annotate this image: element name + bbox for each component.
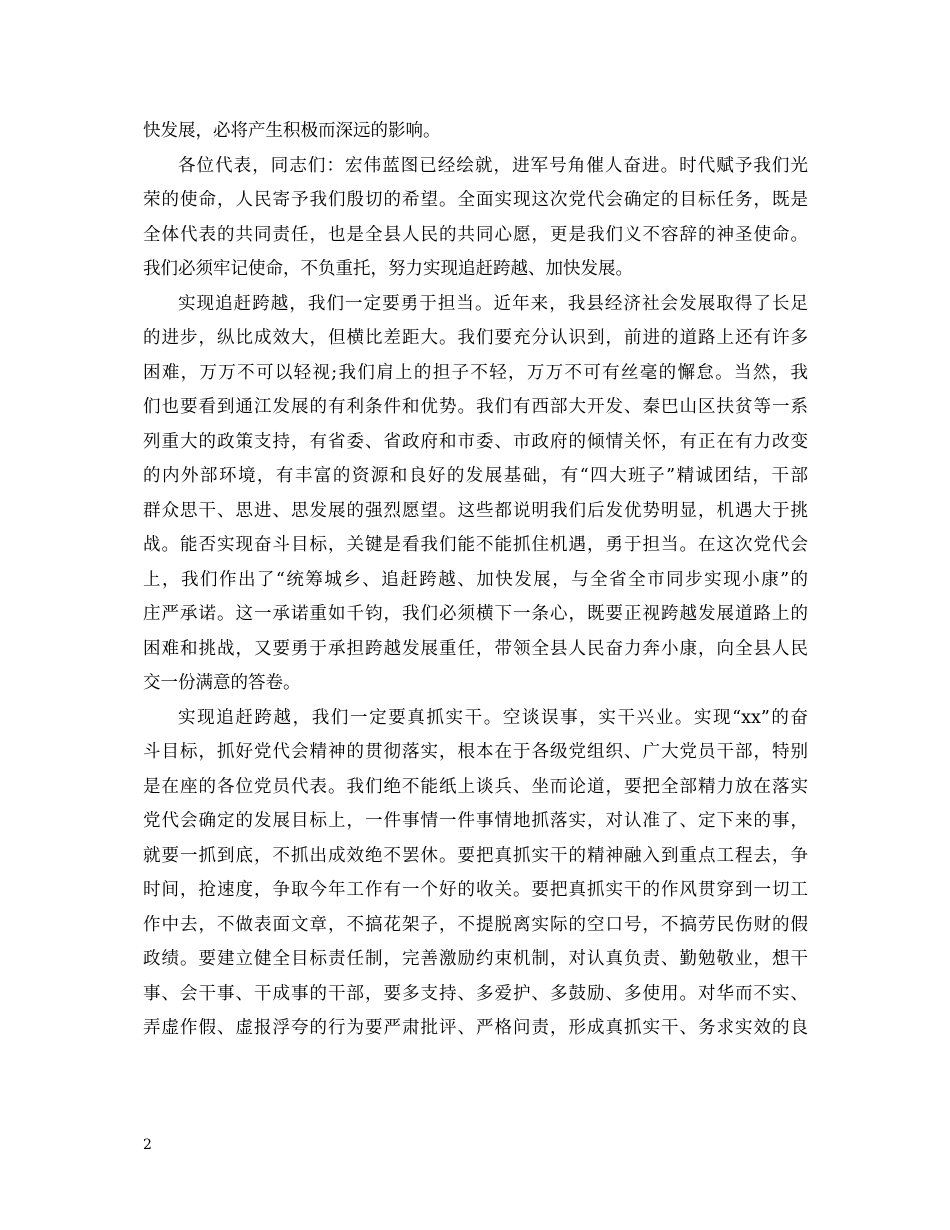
- text-line: 列重大的政策支持，有省委、省政府和市委、市政府的倾情关怀，有正在有力改变: [143, 431, 808, 452]
- text-line: 作中去，不做表面文章，不搞花架子，不提脱离实际的空口号，不搞劳民伤财的假: [143, 914, 808, 935]
- text-line: 实现追赶跨越，我们一定要真抓实干。空谈误事，实干兴业。实现“xx”的奋: [178, 707, 808, 728]
- page-number: 2: [143, 1137, 152, 1153]
- text-line: 时间，抢速度，争取今年工作有一个好的收关。要把真抓实干的作风贯穿到一切工: [143, 880, 808, 900]
- text-line: 是在座的各位党员代表。我们绝不能纸上谈兵、坐而论道，要把全部精力放在落实: [143, 776, 808, 797]
- text-line: 荣的使命，人民寄予我们殷切的希望。全面实现这次党代会确定的目标任务，既是: [143, 190, 808, 210]
- text-line: 的内外部环境，有丰富的资源和良好的发展基础，有“四大班子”精诚团结，干部: [143, 466, 808, 486]
- text-line: 战。能否实现奋斗目标，关键是看我们能不能抓住机遇，勇于担当。在这次党代会: [143, 535, 808, 555]
- text-line: 的进步，纵比成效大，但横比差距大。我们要充分认识到，前进的道路上还有许多: [143, 328, 808, 348]
- text-line: 全体代表的共同责任，也是全县人民的共同心愿，更是我们义不容辞的神圣使命。: [143, 224, 808, 245]
- text-line: 群众思干、思进、思发展的强烈愿望。这些都说明我们后发优势明显，机遇大于挑: [143, 500, 808, 521]
- text-line: 困难，万万不可以轻视;我们肩上的担子不轻，万万不可有丝毫的懈怠。当然，我: [143, 362, 808, 383]
- text-line: 困难和挑战，又要勇于承担跨越发展重任，带领全县人民奋力奔小康，向全县人民: [143, 638, 808, 659]
- text-line: 就要一抓到底，不抓出成效绝不罢休。要把真抓实干的精神融入到重点工程去，争: [143, 845, 808, 866]
- text-line: 庄严承诺。这一承诺重如千钧，我们必须横下一条心，既要正视跨越发展道路上的: [143, 604, 808, 624]
- text-line: 政绩。要建立健全目标责任制，完善激励约束机制，对认真负责、勤勉敬业，想干: [143, 949, 808, 969]
- text-line: 弄虚作假、虚报浮夸的行为要严肃批评、严格问责，形成真抓实干、务求实效的良: [143, 1018, 808, 1038]
- text-line: 实现追赶跨越，我们一定要勇于担当。近年来，我县经济社会发展取得了长足: [178, 293, 808, 314]
- text-line: 斗目标，抓好党代会精神的贯彻落实，根本在于各级党组织、广大党员干部，特别: [143, 742, 808, 762]
- text-line: 们也要看到通江发展的有利条件和优势。我们有西部大开发、秦巴山区扶贫等一系: [143, 397, 808, 417]
- text-line: 交一份满意的答卷。: [143, 673, 301, 693]
- text-line: 各位代表，同志们：宏伟蓝图已经绘就，进军号角催人奋进。时代赋予我们光: [178, 155, 808, 176]
- text-line: 事、会干事、干成事的干部，要多支持、多爱护、多鼓励、多使用。对华而不实、: [143, 983, 808, 1004]
- text-line: 党代会确定的发展目标上，一件事情一件事情地抓落实，对认准了、定下来的事，: [143, 811, 808, 831]
- body-text: [143, 114, 808, 1046]
- text-line: 快发展，必将产生积极而深远的影响。: [143, 121, 441, 141]
- text-line: 上，我们作出了“统筹城乡、追赶跨越、加快发展，与全省全市同步实现小康”的: [143, 569, 808, 590]
- text-line: 我们必须牢记使命，不负重托，努力实现追赶跨越、加快发展。: [143, 259, 633, 279]
